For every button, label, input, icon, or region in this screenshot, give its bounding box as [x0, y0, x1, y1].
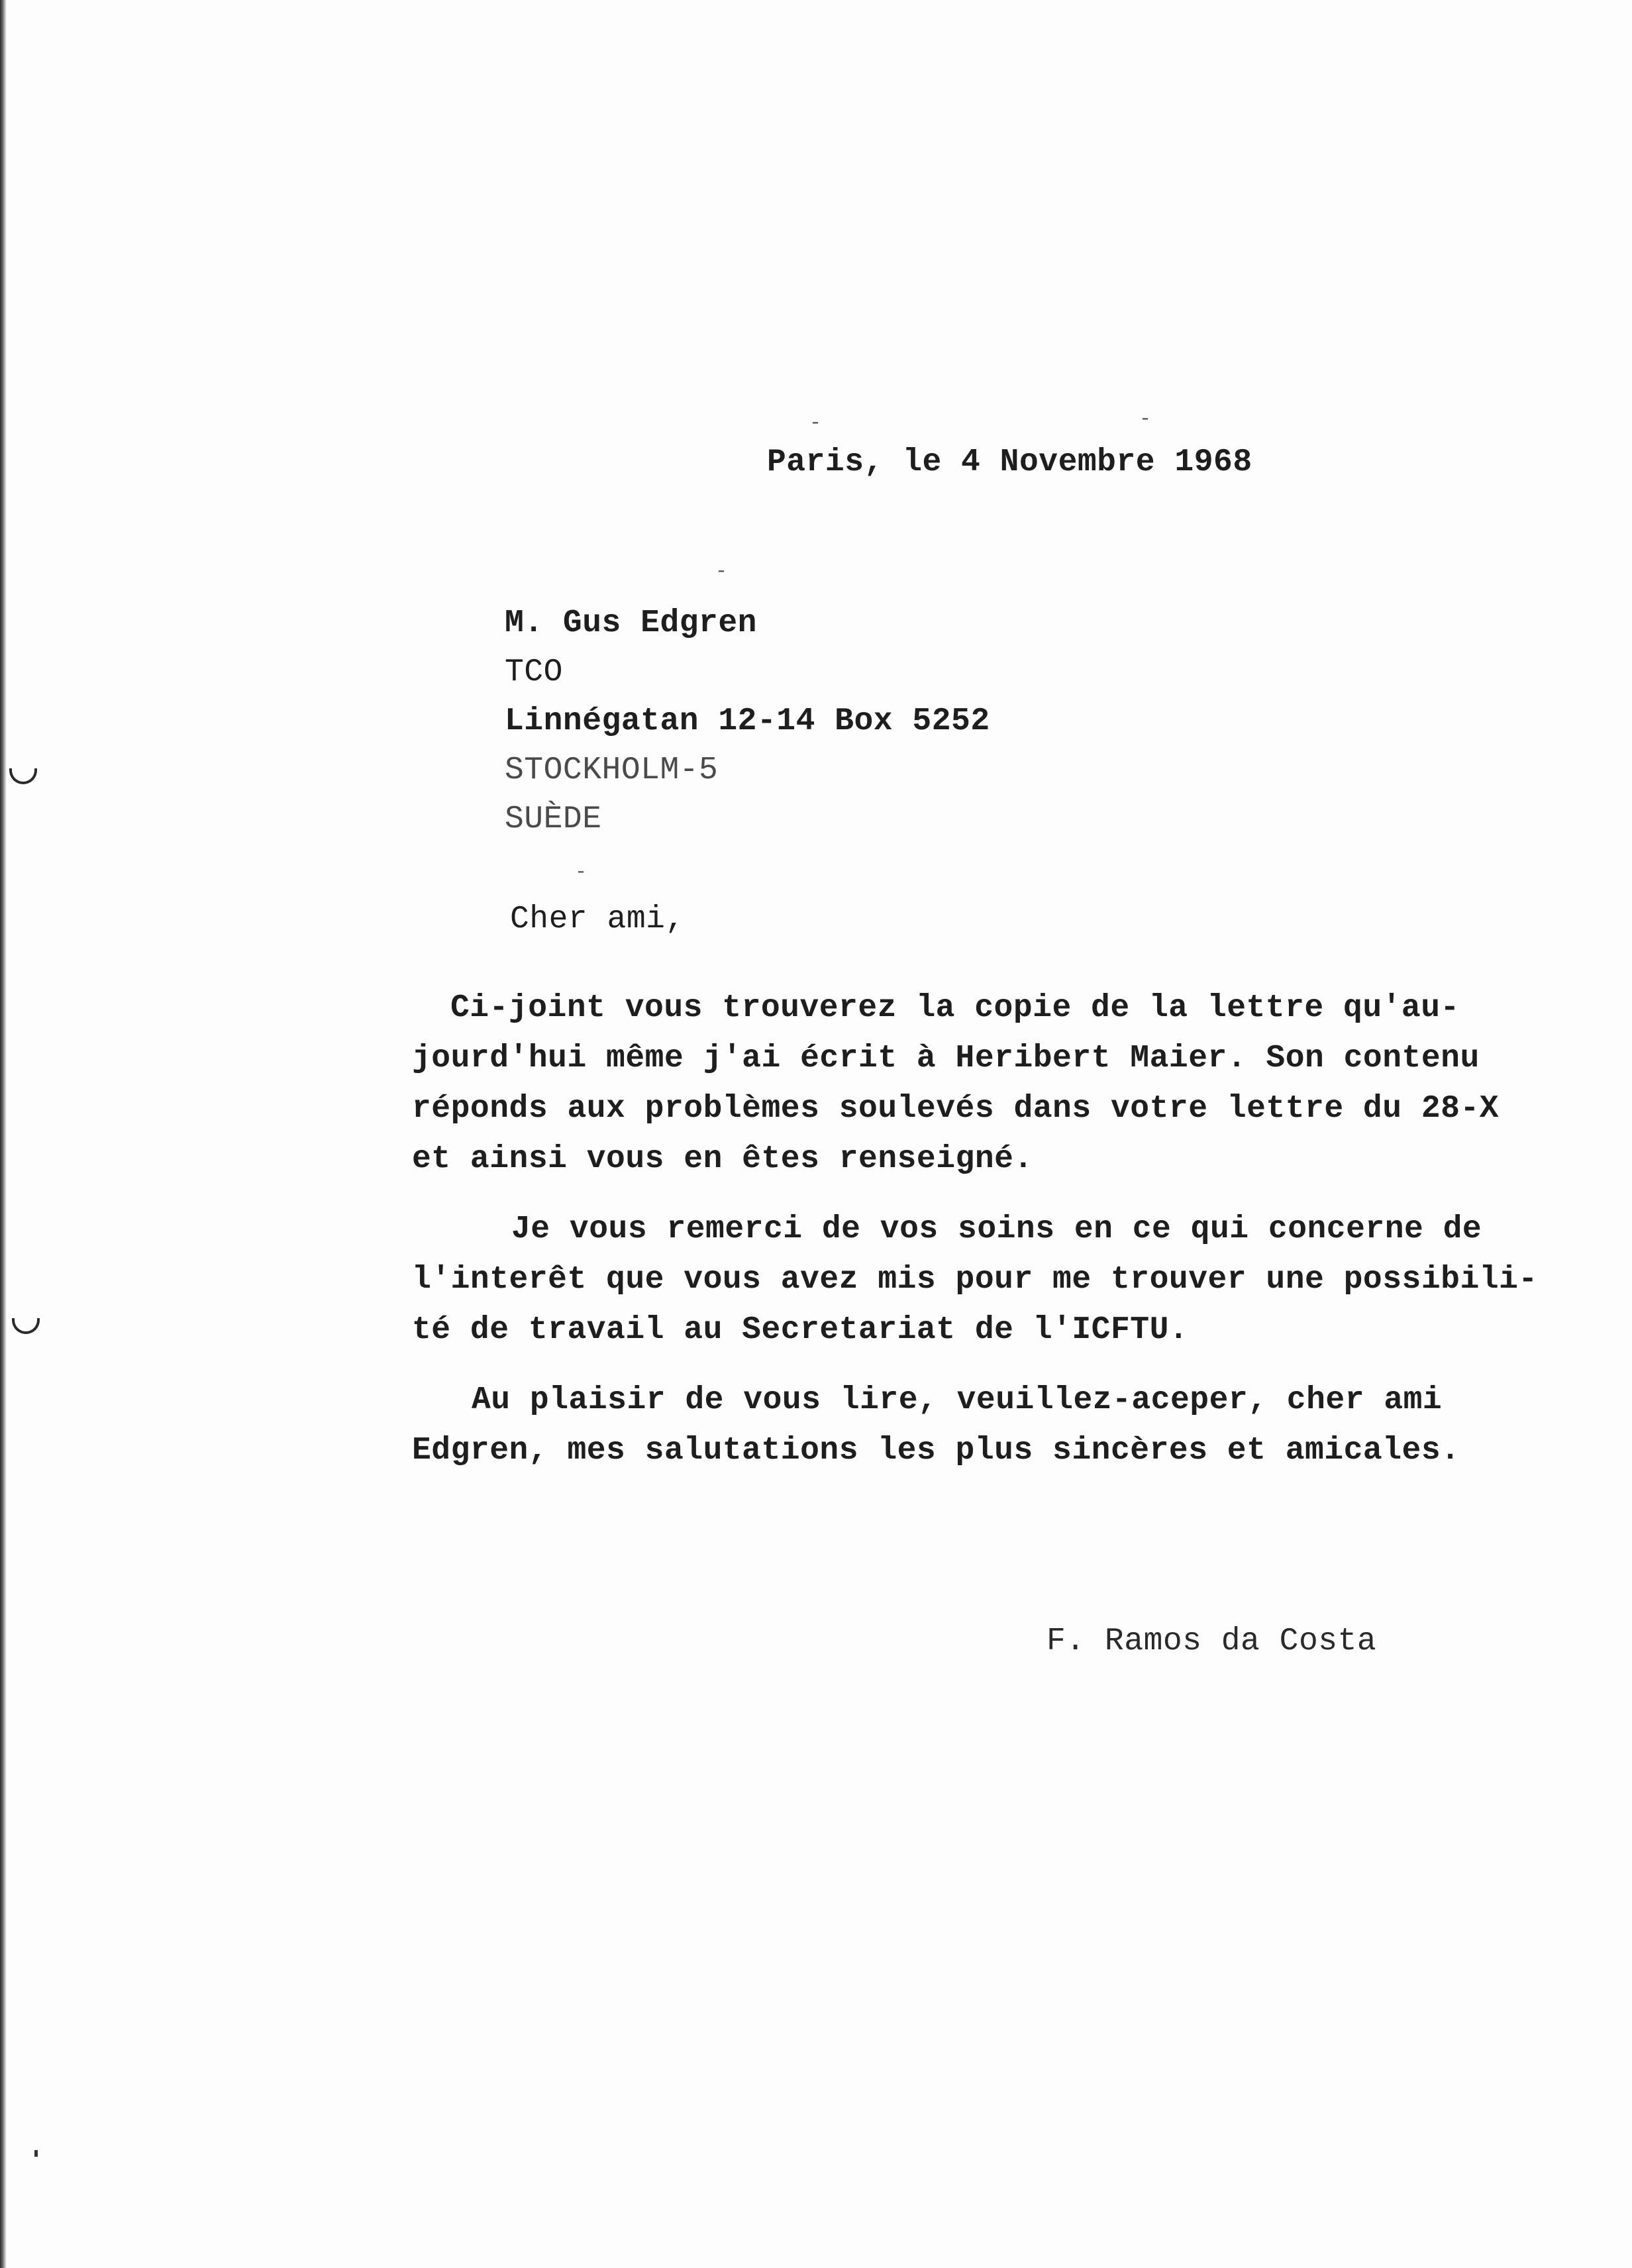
body-line: réponds aux problèmes soulevés dans votre lettre du 28-X — [412, 1091, 1500, 1127]
typewriter-dash: - — [809, 412, 822, 435]
signature: F. Ramos da Costa — [1046, 1624, 1377, 1659]
paper-edge — [0, 0, 7, 2268]
recipient-country: SUÈDE — [505, 801, 602, 837]
typewriter-dash: - — [575, 861, 587, 884]
body-line: Edgren, mes salutations les plus sincères et amicales. — [412, 1433, 1460, 1469]
place-date: Paris, le 4 Novembre 1968 — [767, 444, 1252, 480]
recipient-address — [505, 599, 990, 844]
recipient-name: M. Gus Edgren — [505, 605, 757, 641]
salutation: Cher ami, — [510, 902, 685, 937]
body-line: jourd'hui même j'ai écrit à Heribert Maier. Son contenu — [412, 1041, 1480, 1076]
recipient-organization: TCO — [505, 654, 563, 690]
body-line: Je vous remerci de vos soins en ce qui concerne de — [511, 1211, 1482, 1247]
body-line: Ci-joint vous trouverez la copie de la lettre qu'au- — [450, 990, 1460, 1026]
ink-speck — [34, 2150, 38, 2157]
body-line: et ainsi vous en êtes renseigné. — [412, 1141, 1033, 1177]
hole-punch-mark-bottom — [12, 1318, 40, 1334]
hole-punch-mark-top — [9, 768, 37, 784]
recipient-street: Linnégatan 12-14 Box 5252 — [505, 703, 990, 739]
recipient-city: STOCKHOLM-5 — [505, 752, 719, 788]
body-line: l'interêt que vous avez mis pour me trouver une possibili- — [412, 1262, 1538, 1298]
typewriter-dash: - — [715, 560, 728, 583]
body-line: Au plaisir de vous lire, veuillez-aceper, cher ami — [472, 1382, 1443, 1418]
typewriter-dash: - — [1139, 408, 1152, 431]
body-line: té de travail au Secretariat de l'ICFTU. — [412, 1312, 1189, 1348]
